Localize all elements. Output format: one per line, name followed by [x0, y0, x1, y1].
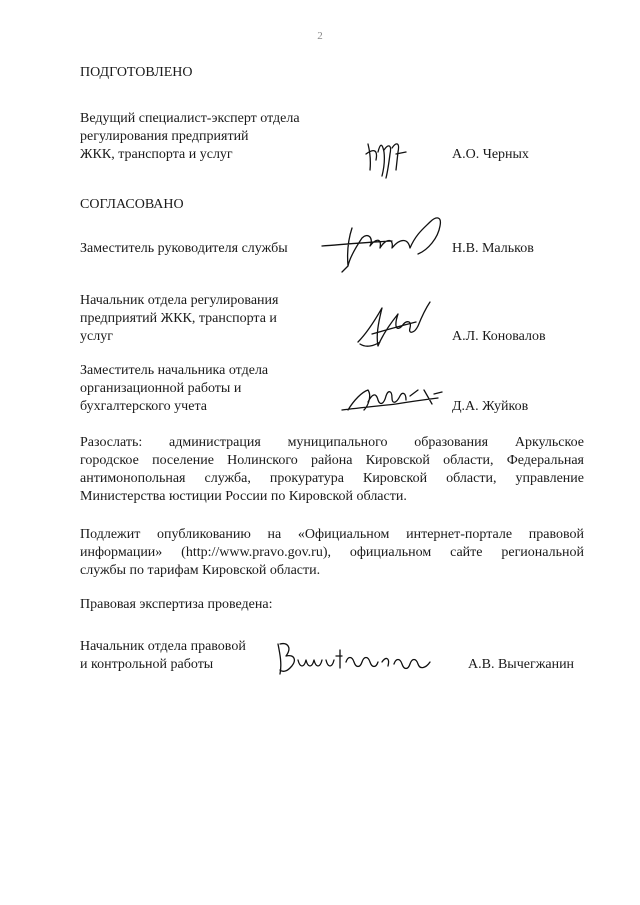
- signatory-name: Д.А. Жуйков: [452, 399, 529, 414]
- signature-chernykh: [362, 130, 416, 180]
- distribution-line: Министерства юстиции России по Кировской области.: [80, 489, 407, 504]
- signature-vychegzhanin: [270, 636, 442, 680]
- signatory-position-line: Заместитель руководителя службы: [80, 241, 288, 256]
- distribution-line: городское поселение Нолинского района Кировской области, Федеральная: [80, 453, 584, 468]
- legal-review-position-line: Начальник отдела правовой: [80, 639, 246, 654]
- prepared-position-line: ЖКК, транспорта и услуг: [80, 147, 233, 162]
- legal-review-name: А.В. Вычегжанин: [468, 657, 575, 672]
- signatory-position-line: Заместитель начальника отдела: [80, 363, 269, 378]
- signatory-position-line: организационной работы и: [80, 381, 242, 396]
- publication-line: Подлежит опубликованию на «Официальном интернет-портале правовой: [80, 527, 584, 542]
- publication-line: информации» (http://www.pravo.gov.ru), официальном сайте региональной: [80, 545, 584, 560]
- signatory-position-line: услуг: [80, 329, 113, 344]
- page-number: 2: [317, 30, 323, 42]
- prepared-position-line: Ведущий специалист-эксперт отдела: [80, 111, 300, 126]
- prepared-position-line: регулирования предприятий: [80, 129, 249, 144]
- signature-konovalov: [352, 294, 442, 352]
- prepared-heading: ПОДГОТОВЛЕНО: [80, 65, 193, 80]
- prepared-name: А.О. Черных: [452, 147, 529, 162]
- distribution-line: Разослать: администрация муниципального образования Аркульское: [80, 435, 584, 450]
- signatory-name: А.Л. Коновалов: [452, 329, 546, 344]
- distribution-line: антимонопольная служба, прокуратура Кировской области, управление: [80, 471, 584, 486]
- signature-zhuikov: [338, 382, 446, 418]
- signatory-position-line: Начальник отдела регулирования: [80, 293, 279, 308]
- signatory-position-line: бухгалтерского учета: [80, 399, 207, 414]
- signatory-position-line: предприятий ЖКК, транспорта и: [80, 311, 277, 326]
- agreed-heading: СОГЛАСОВАНО: [80, 197, 184, 212]
- signatory-name: Н.В. Мальков: [452, 241, 534, 256]
- legal-review-position-line: и контрольной работы: [80, 657, 214, 672]
- publication-line: службы по тарифам Кировской области.: [80, 563, 321, 578]
- legal-review-text: Правовая экспертиза проведена:: [80, 597, 273, 612]
- signature-malkov: [318, 208, 458, 276]
